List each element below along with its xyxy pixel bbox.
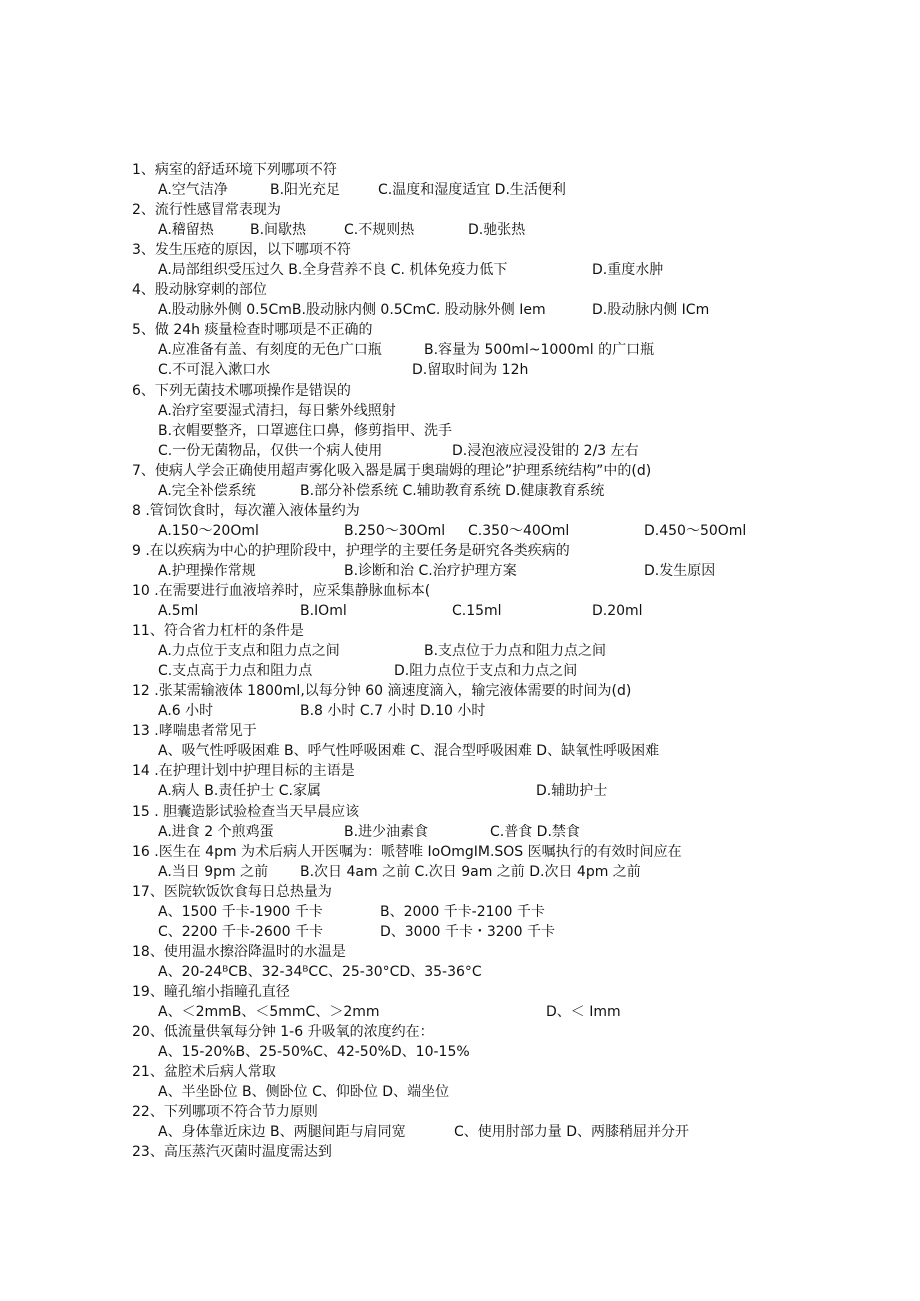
- option-text: A.150～20Oml: [158, 522, 259, 539]
- answer-options: [132, 481, 852, 501]
- answer-options: [132, 741, 852, 761]
- question-text: 18、使用温水擦浴降温时的水温是: [132, 943, 346, 960]
- question-text: 6、下列无菌技术哪项操作是错误的: [132, 382, 351, 399]
- question-text: 9 .在以疾病为中心的护理阶段中，护理学的主要任务是研究各类疾病的: [132, 542, 570, 559]
- option-text: B.诊断和治 C.治疗护理方案: [344, 562, 517, 579]
- option-text: A.治疗室要湿式清扫，每日紫外线照射: [158, 402, 396, 419]
- question-text: 13 .哮喘患者常见于: [132, 723, 257, 740]
- question-list: [132, 160, 852, 1162]
- answer-options: [132, 781, 852, 801]
- option-text: B、2000 千卡-2100 千卡: [380, 903, 545, 920]
- option-text: C.350～40Oml: [468, 522, 570, 539]
- option-text: C.不规则热: [344, 222, 415, 239]
- option-text: B.衣帽要整齐，口罩遮住口鼻，修剪指甲、洗手: [158, 422, 453, 439]
- answer-options: [132, 421, 852, 441]
- option-text: A.护理操作常规: [158, 562, 256, 579]
- option-text: D.重度水肿: [592, 262, 664, 279]
- option-text: C、使用肘部力量 D、两膝稍屈并分开: [454, 1124, 690, 1141]
- question-text: 17、医院软饭饮食每日总热量为: [132, 883, 332, 900]
- option-text: D.20ml: [592, 603, 643, 620]
- answer-options: [132, 701, 852, 721]
- option-text: B.部分补偿系统 C.辅助教育系统 D.健康教育系统: [300, 482, 605, 499]
- option-text: A、15-20%B、25-50%C、42-50%D、10-15%: [158, 1044, 470, 1061]
- question-text: 14 .在护理计划中护理目标的主语是: [132, 763, 355, 780]
- answer-options: [132, 401, 852, 421]
- option-text: B.容量为 500ml~1000ml 的广口瓶: [424, 342, 655, 359]
- answer-options: [132, 561, 852, 581]
- option-text: D.驰张热: [468, 222, 526, 239]
- answer-options: [132, 822, 852, 842]
- option-text: B.次日 4am 之前 C.次日 9am 之前 D.次日 4pm 之前: [300, 863, 641, 880]
- option-text: D.股动脉内侧 ICm: [592, 302, 710, 319]
- answer-options: [132, 902, 852, 922]
- answer-options: [132, 1122, 852, 1142]
- option-text: B.支点位于力点和阻力点之间: [424, 643, 607, 660]
- option-text: B.间歇热: [250, 222, 307, 239]
- answer-options: [132, 601, 852, 621]
- option-text: C.不可混入漱口水: [158, 362, 271, 379]
- option-text: A.稽留热: [158, 222, 214, 239]
- option-text: C.15ml: [452, 603, 502, 620]
- question-text: 10 .在需要进行血液培养时，应采集静脉血标本(: [132, 582, 431, 599]
- option-text: A、20-24ᴮCB、32-34ᴮCC、25-30°CD、35-36°C: [158, 963, 482, 980]
- option-text: A、吸气性呼吸困难 B、呼气性呼吸困难 C、混合型呼吸困难 D、缺氧性呼吸困难: [158, 743, 660, 760]
- option-text: A、半坐卧位 B、侧卧位 C、仰卧位 D、端坐位: [158, 1084, 450, 1101]
- option-text: A.进食 2 个煎鸡蛋: [158, 823, 274, 840]
- option-text: B.进少油素食: [344, 823, 429, 840]
- answer-options: [132, 340, 852, 360]
- option-text: C.一份无菌物品，仅供一个病人使用: [158, 442, 383, 459]
- answer-options: [132, 1002, 852, 1022]
- option-text: A、1500 千卡-1900 千卡: [158, 903, 323, 920]
- option-text: A.力点位于支点和阻力点之间: [158, 643, 340, 660]
- option-text: D.发生原因: [644, 562, 716, 579]
- question-text: 23、高压蒸汽灭菌时温度需达到: [132, 1144, 332, 1161]
- question-text: 21、盆腔术后病人常取: [132, 1064, 276, 1081]
- option-text: C.温度和湿度适宜 D.生活便利: [378, 182, 566, 199]
- answer-options: [132, 220, 852, 240]
- option-text: D.阻力点位于支点和力点之间: [394, 663, 578, 680]
- answer-options: [132, 1082, 852, 1102]
- option-text: A、身体靠近床边 B、两腿间距与肩同宽: [158, 1124, 406, 1141]
- option-text: A.局部组织受压过久 B.全身营养不良 C. 机体免疫力低下: [158, 262, 508, 279]
- question-text: 2、流行性感冒常表现为: [132, 202, 281, 219]
- option-text: D.450～50Oml: [644, 522, 747, 539]
- option-text: C.支点高于力点和阻力点: [158, 663, 313, 680]
- question-text: 16 .医生在 4pm 为术后病人开医嘱为：哌替唯 IoOmgIM.SOS 医嘱执行的有效时间应在: [132, 843, 682, 860]
- option-text: A.完全补偿系统: [158, 482, 256, 499]
- answer-options: [132, 360, 852, 380]
- option-text: A.病人 B.责任护士 C.家属: [158, 783, 321, 800]
- answer-options: [132, 260, 852, 280]
- answer-options: [132, 862, 852, 882]
- option-text: C、2200 千卡-2600 千卡: [158, 923, 323, 940]
- answer-options: [132, 300, 852, 320]
- question-text: 15 . 胆囊造影试验检查当天早晨应该: [132, 803, 360, 820]
- question-text: 8 .管饲饮食时，每次灌入液体量约为: [132, 502, 360, 519]
- answer-options: [132, 521, 852, 541]
- option-text: B.250～30Oml: [344, 522, 446, 539]
- answer-options: [132, 641, 852, 661]
- option-text: A.股动脉外侧 0.5CmB.股动脉内侧 0.5CmC. 股动脉外侧 Iem: [158, 302, 546, 319]
- question-text: 7、使病人学会正确使用超声雾化吸入器是属于奥瑞姆的理论”护理系统结构”中的(d): [132, 462, 652, 479]
- answer-options: [132, 661, 852, 681]
- answer-options: [132, 441, 852, 461]
- option-text: A.当日 9pm 之前: [158, 863, 269, 880]
- question-text: 20、低流量供氧每分钟 1-6 升吸氧的浓度约在：: [132, 1024, 434, 1041]
- question-text: 11、符合省力杠杆的条件是: [132, 623, 304, 640]
- question-text: 12 .张某需输液体 1800ml,以每分钟 60 滴速度滴入，输完液体需要的时间为(d): [132, 683, 632, 700]
- option-text: D、＜ Imm: [546, 1003, 621, 1020]
- question-text: 19、瞳孔缩小指瞳孔直径: [132, 983, 290, 1000]
- answer-options: [132, 962, 852, 982]
- question-text: 1、病室的舒适环境下列哪项不符: [132, 162, 337, 178]
- question-text: 22、下列哪项不符合节力原则: [132, 1104, 318, 1121]
- option-text: A、＜2mmB、＜5mmC、＞2mm: [158, 1003, 380, 1020]
- option-text: D、3000 千卡・3200 千卡: [380, 923, 555, 940]
- option-text: B.8 小时 C.7 小时 D.10 小时: [300, 703, 486, 720]
- option-text: A.6 小时: [158, 703, 214, 720]
- option-text: B.IOml: [300, 603, 347, 620]
- option-text: B.阳光充足: [270, 182, 341, 199]
- question-text: 5、做 24h 痰量检查时哪项是不正确的: [132, 322, 373, 339]
- question-text: 3、发生压疮的原因，以下哪项不符: [132, 242, 351, 259]
- answer-options: [132, 1042, 852, 1062]
- option-text: A.空气洁净: [158, 182, 228, 199]
- option-text: D.辅助护士: [536, 783, 608, 800]
- option-text: A.应准备有盖、有刻度的无色广口瓶: [158, 342, 382, 359]
- answer-options: [132, 922, 852, 942]
- option-text: D.浸泡液应浸没钳的 2/3 左右: [452, 442, 639, 459]
- option-text: C.普食 D.禁食: [490, 823, 580, 840]
- option-text: D.留取时间为 12h: [412, 362, 529, 379]
- question-text: 4、股动脉穿刺的部位: [132, 282, 267, 299]
- answer-options: [132, 180, 852, 200]
- option-text: A.5ml: [158, 603, 199, 620]
